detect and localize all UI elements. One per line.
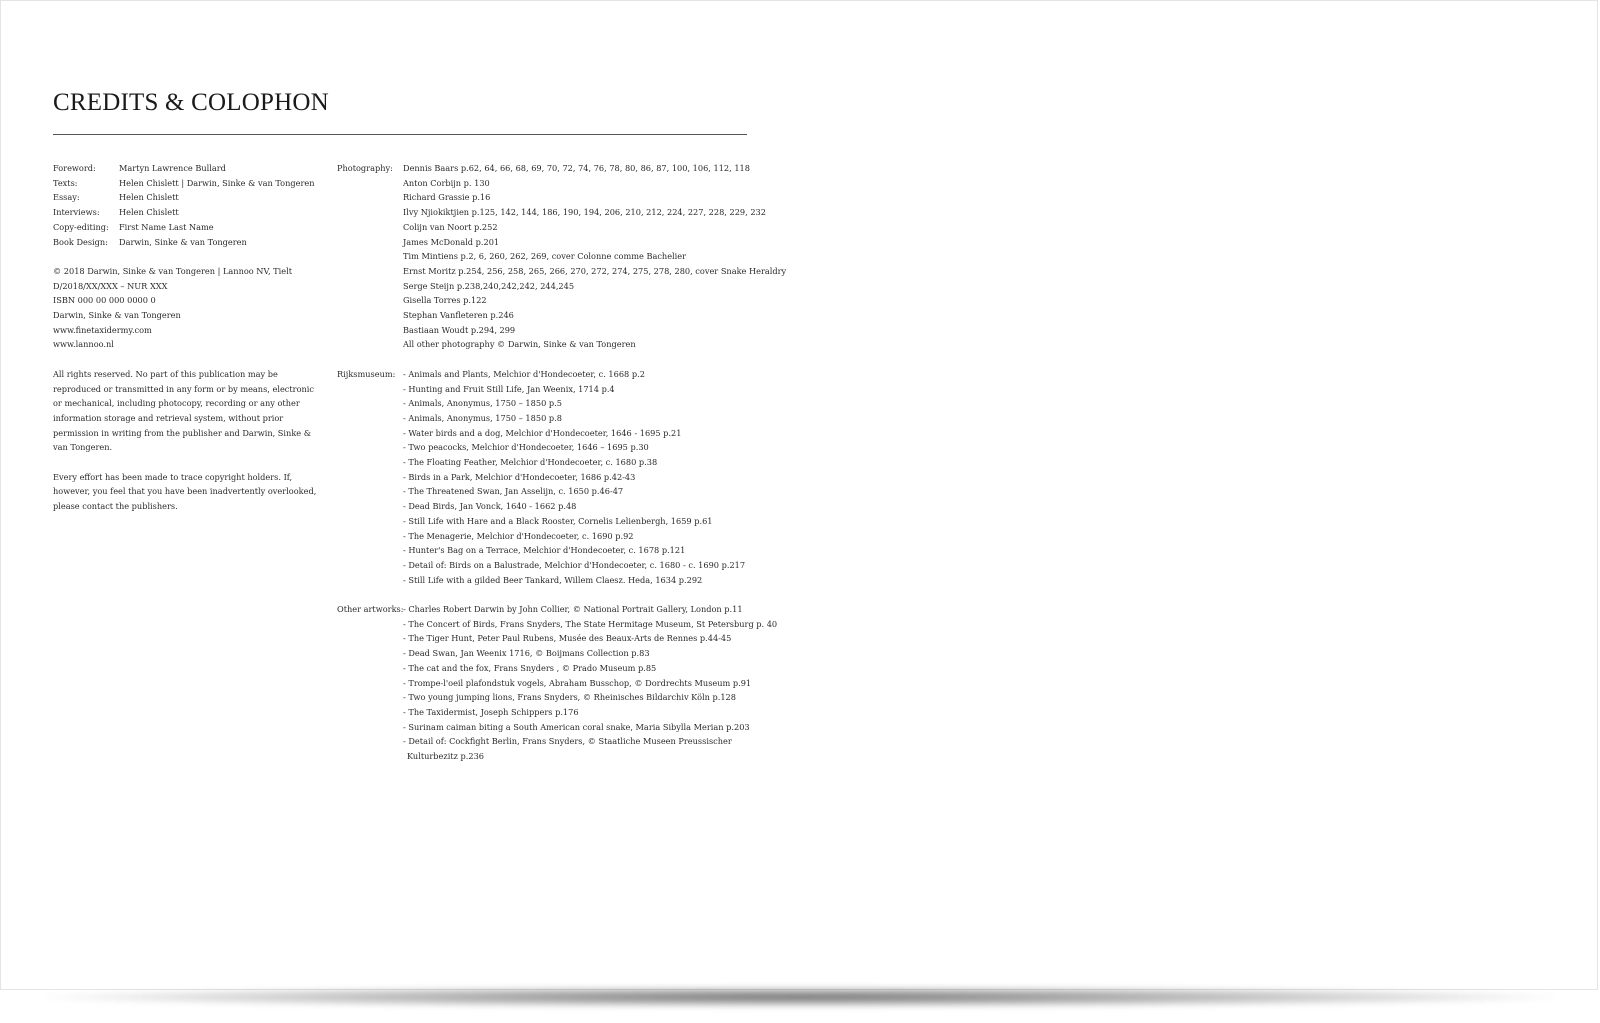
credit-row (53, 235, 323, 250)
artwork-credit: Kulturbezitz p.236 (407, 751, 485, 762)
page-shadow (40, 986, 1560, 1008)
credit-label: Book Design: (53, 236, 108, 247)
credit-row (53, 205, 323, 220)
photography-credit: Tim Mintiens p.2, 6, 260, 262, 269, cover Colonne comme Bachelier (403, 251, 687, 262)
photography-list (403, 161, 786, 352)
credit-row (53, 176, 323, 191)
artwork-credit: - The Taxidermist, Joseph Schippers p.176 (403, 706, 579, 717)
credit-value: Darwin, Sinke & van Tongeren (119, 236, 247, 247)
left-column (53, 161, 323, 514)
right-column (337, 161, 787, 764)
photography-label: Photography: (337, 163, 393, 173)
rijksmuseum-credit: - Hunter's Bag on a Terrace, Melchior d'Hondecoeter, c. 1678 p.121 (403, 545, 686, 556)
photography-section (337, 161, 787, 352)
credit-value: Martyn Lawrence Bullard (119, 163, 226, 173)
photography-credit: Anton Corbijn p. 130 (403, 177, 490, 188)
photography-credit: James McDonald p.201 (403, 236, 500, 247)
rijksmuseum-section (337, 367, 757, 588)
artwork-credit: - The Tiger Hunt, Peter Paul Rubens, Musée des Beaux-Arts de Rennes p.44-45 (403, 633, 732, 644)
artwork-credit: - Charles Robert Darwin by John Collier, © National Portrait Gallery, London p.11 (403, 604, 743, 615)
rijksmuseum-credit: - Birds in a Park, Melchior d'Hondecoeter, 1686 p.42-43 (403, 471, 636, 482)
credit-value: Helen Chislett | Darwin, Sinke & van Tongeren (119, 177, 315, 188)
photography-credit: Stephan Vanfleteren p.246 (403, 310, 514, 321)
photography-credit: Richard Grassie p.16 (403, 192, 491, 203)
credit-value: Helen Chislett (119, 192, 179, 203)
publisher-line: www.lannoo.nl (53, 339, 114, 350)
rijksmuseum-credit: - Still Life with Hare and a Black Rooster, Cornelis Lelienbergh, 1659 p.61 (403, 515, 713, 526)
publisher-line: Darwin, Sinke & van Tongeren (53, 310, 181, 321)
artwork-credit: - Surinam caiman biting a South American coral snake, Maria Sibylla Merian p.203 (403, 721, 750, 732)
credit-value: Helen Chislett (119, 207, 179, 218)
rijksmuseum-credit: - Water birds and a dog, Melchior d'Hondecoeter, 1646 - 1695 p.21 (403, 427, 682, 438)
credit-label: Texts: (53, 177, 78, 188)
credit-value: First Name Last Name (119, 221, 214, 232)
page-title: CREDITS & COLOPHON (53, 89, 329, 116)
rijksmuseum-credit: - Hunting and Fruit Still Life, Jan Weenix, 1714 p.4 (403, 383, 615, 394)
rijksmuseum-credit: - Animals, Anonymus, 1750 – 1850 p.8 (403, 412, 562, 423)
rijksmuseum-credit: - Two peacocks, Melchior d'Hondecoeter, 1646 – 1695 p.30 (403, 442, 649, 453)
rijksmuseum-list (403, 367, 757, 588)
credits-list (53, 161, 323, 249)
publisher-line: © 2018 Darwin, Sinke & van Tongeren | Lannoo NV, Tielt (53, 265, 292, 276)
credit-row (53, 190, 323, 205)
rijksmuseum-credit: - The Menagerie, Melchior d'Hondecoeter, c. 1690 p.92 (403, 530, 634, 541)
other-artworks-label: Other artworks: (337, 604, 404, 615)
publisher-info (53, 264, 323, 352)
photography-credit: All other photography © Darwin, Sinke & van Tongeren (403, 339, 636, 350)
rijksmuseum-credit: - Still Life with a gilded Beer Tankard, Willem Claesz. Heda, 1634 p.292 (403, 574, 703, 585)
publisher-line: D/2018/XX/XXX – NUR XXX (53, 280, 168, 291)
rijksmuseum-credit: - Detail of: Birds on a Balustrade, Melchior d'Hondecoeter, c. 1680 - c. 1690 p.217 (403, 559, 746, 570)
photography-credit: Ernst Moritz p.254, 256, 258, 265, 266, 270, 272, 274, 275, 278, 280, cover Snake Heraldry (403, 265, 787, 276)
artwork-credit: - Trompe-l'oeil plafondstuk vogels, Abraham Busschop, © Dordrechts Museum p.91 (403, 677, 752, 688)
artwork-credit: - The Concert of Birds, Frans Snyders, The State Hermitage Museum, St Petersburg p. 40 (403, 618, 778, 629)
credit-label: Foreword: (53, 163, 96, 173)
rijksmuseum-label: Rijksmuseum: (337, 368, 396, 379)
artwork-credit: - Two young jumping lions, Frans Snyders, © Rheinisches Bildarchiv Köln p.128 (403, 692, 736, 703)
credit-row (53, 220, 323, 235)
photography-credit: Dennis Baars p.62, 64, 66, 68, 69, 70, 72, 74, 76, 78, 80, 86, 87, 100, 106, 112, 118 (403, 163, 750, 173)
title-divider (53, 134, 747, 135)
other-artworks-section (337, 602, 778, 764)
rijksmuseum-credit: - The Threatened Swan, Jan Asselijn, c. 1650 p.46-47 (403, 486, 624, 497)
publisher-line: www.finetaxidermy.com (53, 324, 152, 335)
photography-credit: Ilvy Njiokiktjien p.125, 142, 144, 186, 190, 194, 206, 210, 212, 224, 227, 228, 229, 232 (403, 207, 766, 218)
artwork-credit: - Dead Swan, Jan Weenix 1716, © Boijmans Collection p.83 (403, 648, 650, 659)
rights-text: All rights reserved. No part of this publication may be reproduced or transmitted in any form or by means, electronic or mechanical, including photocopy, recording or any other information storage and retrieval system, without prior permission in writing from the publisher and Darwin, Sinke & van Tongeren. (53, 368, 314, 453)
artwork-credit: - The cat and the fox, Frans Snyders , © Prado Museum p.85 (403, 662, 657, 673)
photography-credit: Gisella Torres p.122 (403, 295, 487, 306)
effort-text: Every effort has been made to trace copyright holders. If, however, you feel that you have been inadvertently overlooked, please contact the publishers. (53, 471, 317, 512)
photography-credit: Bastiaan Woudt p.294, 299 (403, 324, 516, 335)
credit-label: Essay: (53, 192, 80, 203)
rijksmuseum-credit: - The Floating Feather, Melchior d'Hondecoeter, c. 1680 p.38 (403, 457, 658, 468)
photography-credit: Colijn van Noort p.252 (403, 221, 498, 232)
photography-credit: Serge Steijn p.238,240,242,242, 244,245 (403, 280, 575, 291)
rijksmuseum-credit: - Animals and Plants, Melchior d'Hondecoeter, c. 1668 p.2 (403, 368, 645, 379)
credit-label: Copy-editing: (53, 221, 109, 232)
other-artworks-list (403, 602, 777, 764)
publisher-line: ISBN 000 00 000 0000 0 (53, 295, 156, 306)
credit-row (53, 161, 323, 176)
rijksmuseum-credit: - Animals, Anonymus, 1750 – 1850 p.5 (403, 398, 562, 409)
credit-label: Interviews: (53, 207, 100, 218)
rijksmuseum-credit: - Dead Birds, Jan Vonck, 1640 - 1662 p.48 (403, 501, 577, 512)
artwork-credit: - Detail of: Cockfight Berlin, Frans Snyders, © Staatliche Museen Preussischer (403, 736, 732, 747)
